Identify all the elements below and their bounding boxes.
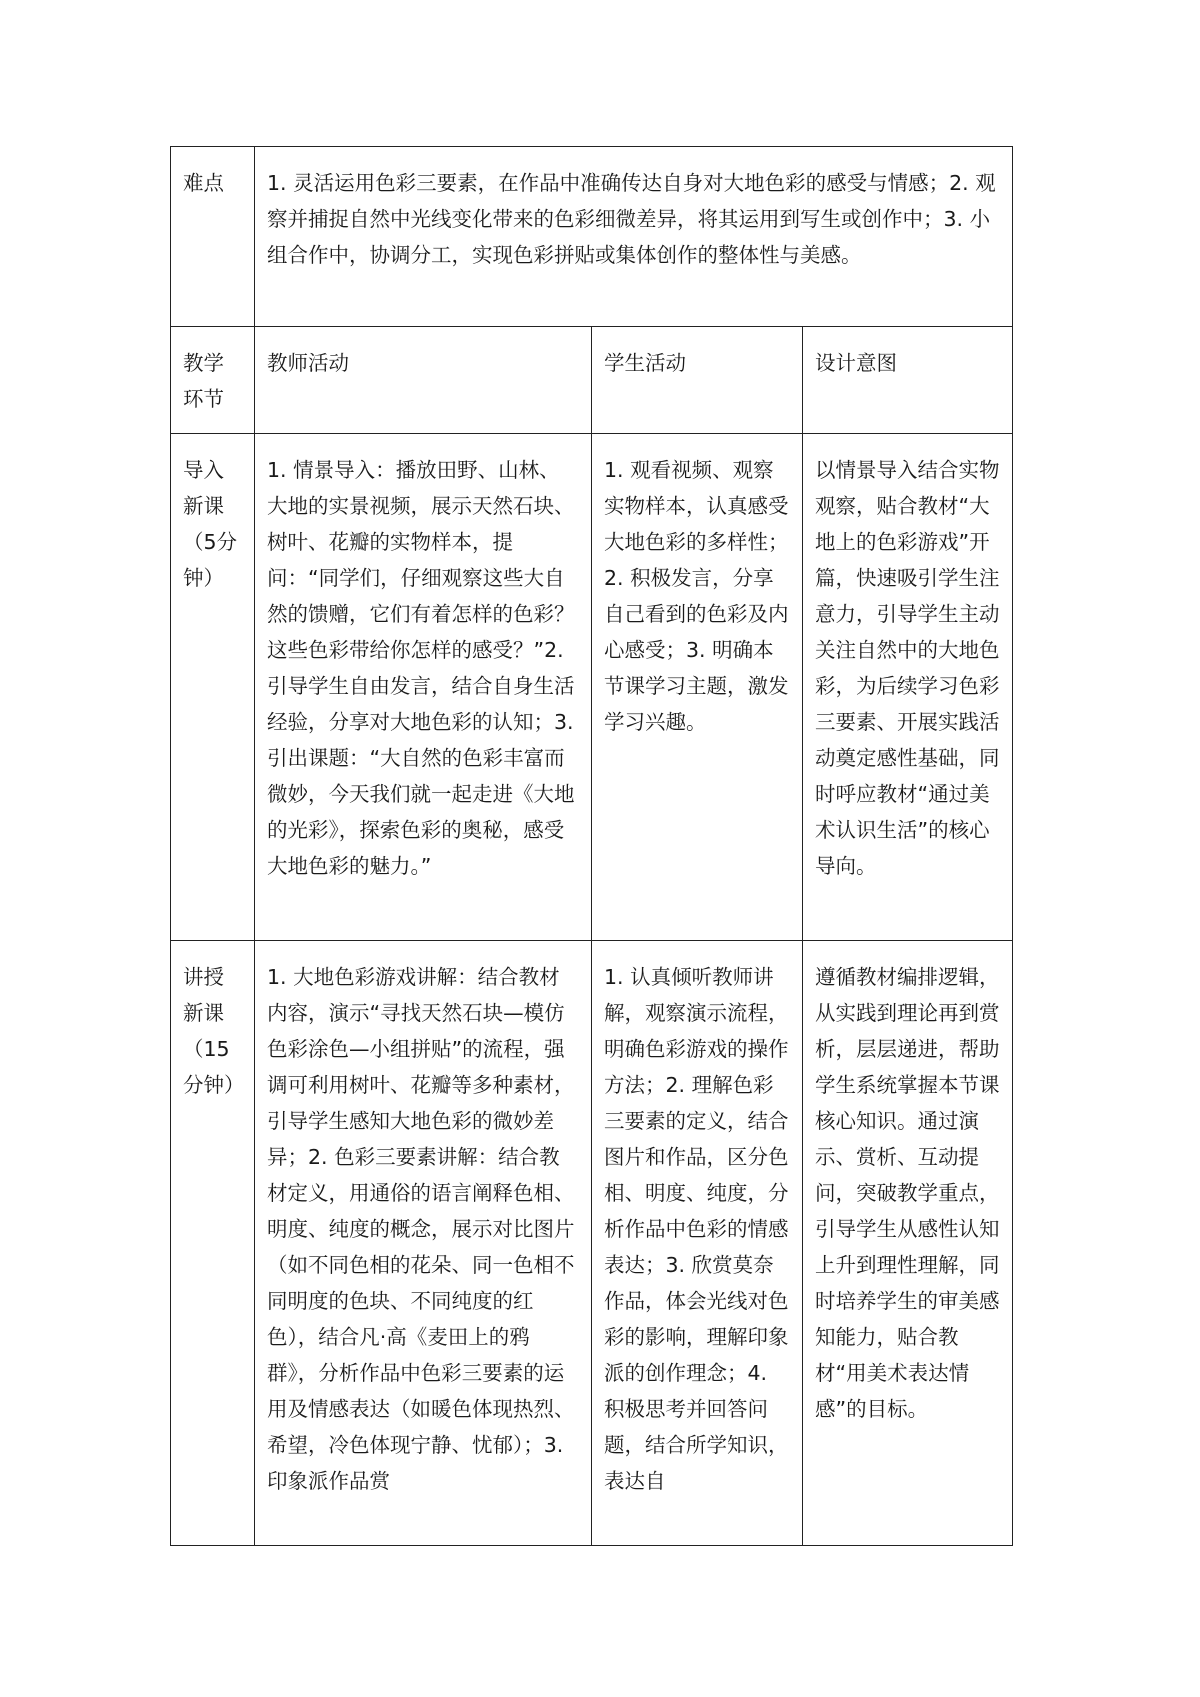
header-teacher: 教师活动 [255,327,592,434]
design-intent-cell: 以情景导入结合实物观察，贴合教材“大地上的色彩游戏”开篇，快速吸引学生注意力，引导学生主动关注自然中的大地色彩，为后续学习色彩三要素、开展实践活动奠定感性基础，同时呼应教材“通过美术认识生活”的核心导向。 [803,434,1013,941]
teacher-activity-cell: 1. 情景导入：播放田野、山林、大地的实景视频，展示天然石块、树叶、花瓣的实物样本，提问：“同学们，仔细观察这些大自然的馈赠，它们有着怎样的色彩？这些色彩带给你怎样的感受？”2. 引导学生自由发言，结合自身生活经验，分享对大地色彩的认知；3. 引出课题：“大自然的色彩丰富而微妙，今天我们就一起走进《大地的光彩》，探索色彩的奥秘，感受大地色彩的魅力。” [255,434,592,941]
difficulty-row [171,147,1013,327]
table-row [171,941,1013,1546]
teacher-activity-cell: 1. 大地色彩游戏讲解：结合教材内容，演示“寻找天然石块—模仿色彩涂色—小组拼贴”的流程，强调可利用树叶、花瓣等多种素材，引导学生感知大地色彩的微妙差异；2. 色彩三要素讲解：结合教材定义，用通俗的语言阐释色相、明度、纯度的概念，展示对比图片（如不同色相的花朵、同一色相不同明度的色块、不同纯度的红色），结合凡·高《麦田上的鸦群》，分析作品中色彩三要素的运用及情感表达（如暖色体现热烈、希望，冷色体现宁静、忧郁）；3. 印象派作品赏 [255,941,592,1546]
difficulty-content: 1. 灵活运用色彩三要素，在作品中准确传达自身对大地色彩的感受与情感；2. 观察并捕捉自然中光线变化带来的色彩细微差异，将其运用到写生或创作中；3. 小组合作中，协调分工，实现色彩拼贴或集体创作的整体性与美感。 [255,147,1013,327]
header-intent: 设计意图 [803,327,1013,434]
difficulty-label: 难点 [171,147,255,327]
header-student: 学生活动 [592,327,803,434]
stage-cell: 讲授新课（15分钟） [171,941,255,1546]
lesson-plan-table [170,146,1013,1546]
header-stage: 教学环节 [171,327,255,434]
header-row [171,327,1013,434]
student-activity-cell: 1. 认真倾听教师讲解，观察演示流程，明确色彩游戏的操作方法；2. 理解色彩三要素的定义，结合图片和作品，区分色相、明度、纯度，分析作品中色彩的情感表达；3. 欣赏莫奈作品，体会光线对色彩的影响，理解印象派的创作理念；4. 积极思考并回答问题，结合所学知识，表达自 [592,941,803,1546]
student-activity-cell: 1. 观看视频、观察实物样本，认真感受大地色彩的多样性；2. 积极发言，分享自己看到的色彩及内心感受；3. 明确本节课学习主题，激发学习兴趣。 [592,434,803,941]
table-row [171,434,1013,941]
design-intent-cell: 遵循教材编排逻辑，从实践到理论再到赏析，层层递进，帮助学生系统掌握本节课核心知识。通过演示、赏析、互动提问，突破教学重点，引导学生从感性认知上升到理性理解，同时培养学生的审美感知能力，贴合教材“用美术表达情感”的目标。 [803,941,1013,1546]
stage-cell: 导入新课（5分钟） [171,434,255,941]
